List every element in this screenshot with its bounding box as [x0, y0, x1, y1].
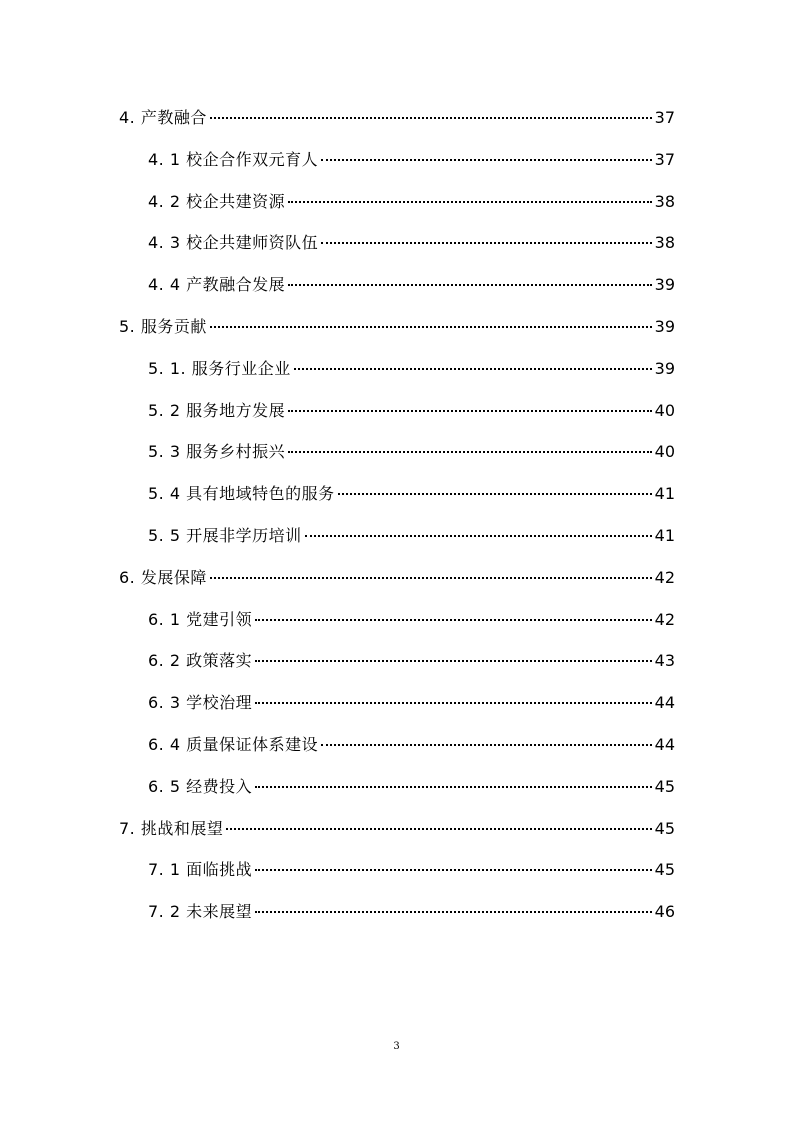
toc-section-entry[interactable]: [119, 313, 675, 355]
toc-entry-label: 6. 2 政策落实: [148, 651, 253, 671]
toc-dot-leader: [321, 159, 652, 161]
toc-entry-page-number: 40: [654, 442, 675, 462]
toc-dot-leader: [288, 451, 652, 453]
toc-entry-label: 7. 1 面临挑战: [148, 860, 253, 880]
toc-dot-leader: [338, 493, 652, 495]
toc-entry-page-number: 44: [654, 734, 675, 754]
toc-entry-page-number: 40: [654, 400, 675, 420]
toc-entry-label: 5. 1. 服务行业企业: [148, 358, 291, 378]
toc-subsection-entry[interactable]: [119, 146, 675, 188]
toc-entry-page-number: 37: [654, 108, 675, 127]
toc-subsection-entry[interactable]: [119, 271, 675, 313]
toc-entry-label: 4. 2 校企共建资源: [148, 191, 286, 211]
toc-entry-page-number: 44: [654, 693, 675, 713]
toc-entry-label: 5. 服务贡献: [119, 316, 207, 336]
toc-dot-leader: [255, 619, 652, 621]
toc-subsection-entry[interactable]: [119, 606, 675, 648]
toc-entry-label: 5. 3 服务乡村振兴: [148, 442, 286, 462]
toc-subsection-entry[interactable]: [119, 480, 675, 522]
toc-entry-label: 7. 2 未来展望: [148, 902, 253, 922]
toc-dot-leader: [305, 535, 652, 537]
page-number: 3: [393, 1041, 400, 1052]
toc-entry-page-number: 39: [654, 358, 675, 378]
toc-entry-page-number: 42: [654, 567, 675, 587]
toc-subsection-entry[interactable]: [119, 647, 675, 689]
toc-dot-leader: [321, 242, 652, 244]
toc-entry-page-number: 45: [654, 818, 675, 838]
toc-dot-leader: [210, 326, 652, 328]
toc-dot-leader: [255, 869, 652, 871]
toc-entry-page-number: 37: [654, 149, 675, 169]
toc-subsection-entry[interactable]: [119, 731, 675, 773]
toc-entry-label: 4. 3 校企共建师资队伍: [148, 233, 319, 253]
toc-entry-page-number: 45: [654, 860, 675, 880]
toc-entry-label: 6. 1 党建引领: [148, 609, 253, 629]
toc-subsection-entry[interactable]: [119, 438, 675, 480]
toc-dot-leader: [288, 410, 652, 412]
toc-dot-leader: [210, 577, 652, 579]
toc-subsection-entry[interactable]: [119, 773, 675, 815]
toc-entry-page-number: 41: [654, 525, 675, 545]
toc-entry-label: 4. 产教融合: [119, 108, 207, 127]
toc-entry-label: 6. 3 学校治理: [148, 693, 253, 713]
toc-entry-label: 5. 4 具有地域特色的服务: [148, 484, 335, 504]
toc-entry-page-number: 45: [654, 776, 675, 796]
toc-subsection-entry[interactable]: [119, 856, 675, 898]
toc-subsection-entry[interactable]: [119, 689, 675, 731]
toc-dot-leader: [255, 786, 652, 788]
table-of-contents: [119, 104, 675, 940]
toc-dot-leader: [255, 702, 652, 704]
toc-entry-page-number: 39: [654, 275, 675, 295]
toc-entry-page-number: 38: [654, 233, 675, 253]
toc-entry-label: 5. 2 服务地方发展: [148, 400, 286, 420]
toc-entry-label: 4. 1 校企合作双元育人: [148, 149, 319, 169]
toc-entry-page-number: 41: [654, 484, 675, 504]
toc-subsection-entry[interactable]: [119, 229, 675, 271]
toc-dot-leader: [226, 828, 651, 830]
toc-section-entry[interactable]: [119, 564, 675, 606]
toc-dot-leader: [294, 368, 652, 370]
toc-section-entry[interactable]: [119, 104, 675, 146]
toc-entry-page-number: 38: [654, 191, 675, 211]
toc-section-entry[interactable]: [119, 815, 675, 857]
toc-subsection-entry[interactable]: [119, 397, 675, 439]
toc-dot-leader: [255, 911, 652, 913]
toc-entry-label: 4. 4 产教融合发展: [148, 275, 286, 295]
toc-entry-page-number: 46: [654, 902, 675, 922]
toc-dot-leader: [288, 284, 652, 286]
toc-entry-page-number: 43: [654, 651, 675, 671]
toc-dot-leader: [321, 744, 652, 746]
toc-subsection-entry[interactable]: [119, 898, 675, 940]
toc-subsection-entry[interactable]: [119, 355, 675, 397]
toc-entry-label: 6. 4 质量保证体系建设: [148, 734, 319, 754]
toc-dot-leader: [255, 660, 652, 662]
toc-entry-page-number: 42: [654, 609, 675, 629]
toc-dot-leader: [288, 201, 652, 203]
toc-subsection-entry[interactable]: [119, 188, 675, 230]
toc-entry-label: 6. 发展保障: [119, 567, 207, 587]
toc-entry-page-number: 39: [654, 316, 675, 336]
toc-entry-label: 5. 5 开展非学历培训: [148, 525, 302, 545]
toc-entry-label: 7. 挑战和展望: [119, 818, 224, 838]
toc-subsection-entry[interactable]: [119, 522, 675, 564]
toc-dot-leader: [210, 117, 652, 119]
toc-entry-label: 6. 5 经费投入: [148, 776, 253, 796]
